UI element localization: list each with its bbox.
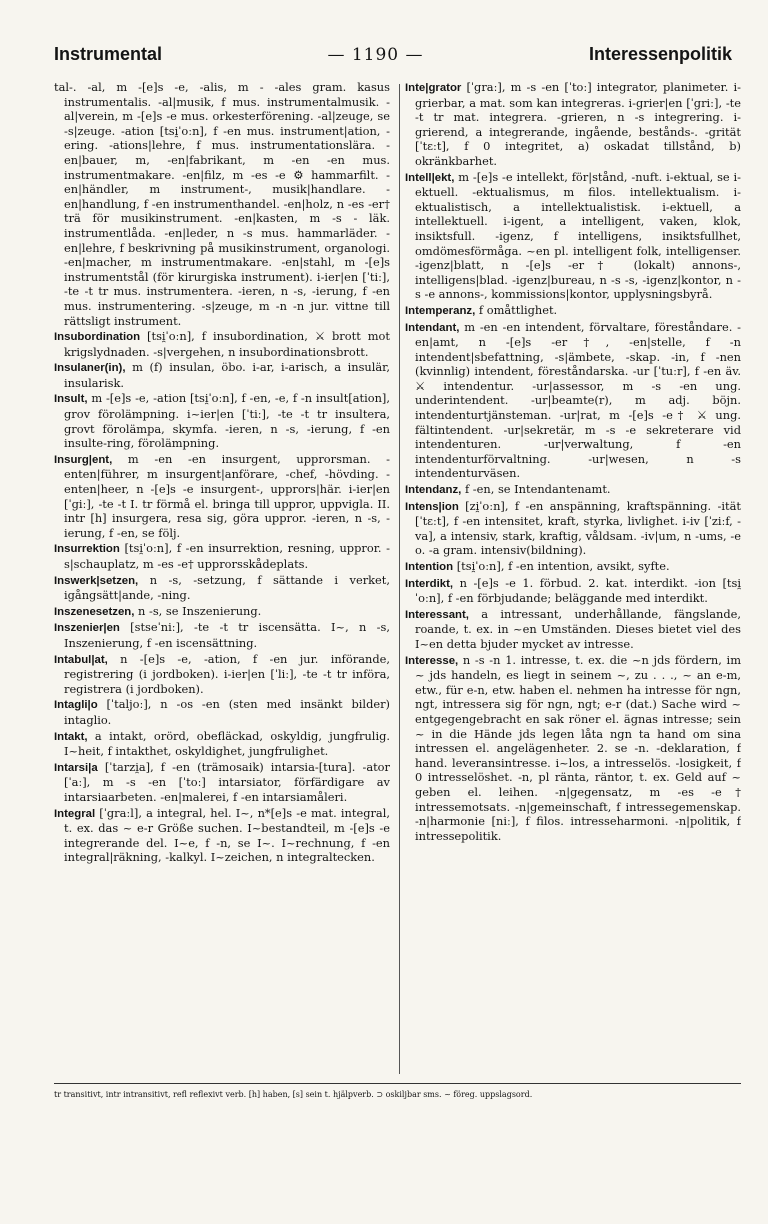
entry-definition: [ˈtarzi̯a], f -en (trämosaik) intarsia-[tura]. -ator [ˈaː], m -s -en [ˈtoː] intarsiator, förfärdigare av intarsiaarbeten. -en|malerei, f -en intarsiamåleri. bbox=[64, 759, 390, 804]
dictionary-entry bbox=[54, 760, 390, 805]
entry-definition: m -[e]s -e, -ation [tsi̯ˈoːn], f -en, -e, f -n insult[ation], grov förolämpning. i~ier|en [ˈtiː], -te -t tr insultera, grovt förolämpa, skymfa. -ieren, n -s, -ierung, f -en insulte-ring, förolämpning. bbox=[64, 391, 390, 451]
entry-headword: Intakt, bbox=[54, 730, 88, 743]
entry-definition: n -s, se Inszenierung. bbox=[134, 603, 262, 618]
dictionary-entry bbox=[54, 360, 390, 390]
dictionary-entry bbox=[54, 729, 390, 759]
page-number: — 1190 — bbox=[327, 45, 424, 65]
header-right-word: Interessenpolitik bbox=[588, 44, 732, 64]
header-left-word: Instrumental bbox=[54, 44, 163, 64]
entry-headword: Intabul|at, bbox=[54, 653, 108, 666]
entry-headword: Inszenier|en bbox=[54, 622, 120, 635]
entry-definition: [ˈtaljoː], n -os -en (sten med insänkt bilder) intaglio. bbox=[64, 697, 390, 727]
dictionary-entry bbox=[405, 499, 741, 558]
dictionary-entry bbox=[54, 652, 390, 697]
entry-definition: f omåttlighet. bbox=[475, 302, 558, 317]
entry-headword: Intendanz, bbox=[405, 484, 462, 497]
entry-headword: Intendant, bbox=[405, 321, 460, 334]
dictionary-entry bbox=[405, 559, 741, 575]
entry-headword: Intagli|o bbox=[54, 699, 98, 712]
entry-headword: Insurrektion bbox=[54, 543, 120, 556]
dictionary-entry bbox=[405, 80, 741, 169]
entry-headword: Insult, bbox=[54, 393, 88, 406]
columns bbox=[54, 80, 741, 1080]
entry-headword: Inswerk|setzen, bbox=[54, 574, 139, 587]
entry-definition: n -s -n 1. intresse, t. ex. die ~n jds fördern, im ~ jds handeln, es liegt in seinem ~, zu . . ., ~ an e-m, etw., für e-n, etw. haben el. nehmen ha intresse för ngn, ngt, intressera sig för ngn, ngt; e-r (dat.) Sache wird ~ entgegengebracht en sak röner el. ägnas intresse; sein ~ in die Hände jds legen låta ngn ta hand om sina intressen el. angelägenheter. 2. se -n. -deklaration, f hand. leveransintresse. i~los, a intresselös. -losigkeit, f 0 intresselöshet. -n, pl ränta, räntor, t. ex. Geld auf ~ geben el. leihen. -n|gegensatz, m -es -e† intressemotsats. -n|gemeinschaft, f intressegemenskap. -n|harmonie [niː], f filos. intresseharmoni. -n|politik, f intressepolitik. bbox=[415, 652, 741, 843]
entry-definition: [zi̯ˈoːn], f -en anspänning, kraftspänning. -ität [ˈtɛːt], f -en intensitet, kraft, styrka, livlighet. i-iv [ˈziːf, -va], a intensiv, stark, kraftig, våldsam. -iv|um, n -ums, -e o. -a gram. intensiv(bildning). bbox=[415, 498, 741, 558]
entry-headword: Insurg|ent, bbox=[54, 453, 113, 466]
abbreviation-footer: tr transitivt, intr intransitivt, refl reflexivt verb. [h] haben, [s] sein t. hjälpverb. ⊃ oskiljbar sms. ~ föreg. uppslagsord. bbox=[54, 1090, 533, 1099]
entry-definition: f -en, se Intendantenamt. bbox=[461, 482, 611, 497]
left-column bbox=[54, 80, 390, 1080]
entry-definition: n -[e]s -e, -ation, f -en jur. införande, registrering (i jordboken). i-ier|en [ˈliː], -te -t tr införa, registrera (i jordboken). bbox=[64, 651, 390, 696]
entry-headword: Interdikt, bbox=[405, 577, 454, 590]
entry-definition: [tsi̯ˈoːn], f -en intention, avsikt, syfte. bbox=[453, 559, 670, 573]
dictionary-entry bbox=[54, 80, 390, 328]
dictionary-entry bbox=[405, 482, 741, 498]
entry-definition: m -[e]s -e intellekt, för|stånd, -nuft. i-ektual, se i-ektuell. -ektualismus, m filos. intellektualism. i-ektualistisch, a intellektualistisk. i-ektuell, a intellektuell. i-igent, a intelligent, vaken, klok, insiktsfull. -igenz, f intelligens, insiktsfullhet, omdömesförmåga. ~en pl. intelligent folk, intelligenser. -igenz|blatt, n -[e]s -er† (lokalt) annons-, intelligens|blad. -igenz|bureau, n -s -s, -igenz|kontor, n -s -e annons-, kommissions|kontor, upplysningsbyrå. bbox=[415, 169, 741, 302]
entry-definition: m -en -en intendent, förvaltare, föreståndare. -en|amt, n -[e]s -er†, -en|stelle, f -n intendent|sbefattning, -s|ämbete, -skap. -in, f -nen (kvinnlig) intendent, föreståndarska. -ur [ˈtuːr], f -en äv. ⚔ intendentur. -ur|assessor, m -s -en ung. underintendent. -ur|beamte(r), m adj. böjn. intendenturtjänsteman. -ur|rat, m -[e]s -e† ⚔ ung. fältintendent. -ur|sekretär, m -s -e sekreterare vid intendenturen. -ur|verwaltung, f -en intendenturförvaltning. -ur|wesen, n -s intendenturväsen. bbox=[415, 319, 741, 481]
entry-definition: a intakt, orörd, obefläckad, oskyldig, jungfrulig. I~heit, f intakthet, oskyldighet, jungfrulighet. bbox=[64, 728, 390, 759]
entry-headword: Intention bbox=[405, 561, 454, 573]
entry-headword: Intemperanz, bbox=[405, 304, 476, 317]
right-column bbox=[405, 80, 741, 1080]
page-header bbox=[54, 44, 732, 74]
dictionary-entry bbox=[54, 329, 390, 359]
dictionary-entry bbox=[54, 541, 390, 571]
entry-definition: tal-. -al, m -[e]s -e, -alis, m - -ales gram. kasus instrumentalis. -al|musik, f mus. instrumentalmusik. -al|verein, m -[e]s -e mus. orkesterförening. -al|zeuge, se -s|zeuge. -ation [tsi̯ˈoːn], f -en mus. instrument|ation, -ering. -ations|lehre, f mus. instrumentationslära. -en|bauer, m, -en|fabrikant, m -en -en mus. instrumentmakare. -en|filz, m -es -e ⚙ hammarfilt. -en|händler, m instrument-, musik|handlare. -en|handlung, f -en instrumenthandel. -en|holz, n -es -er† trä för musikinstrument. -en|kasten, m -s - läk. instrumentlåda. -en|leder, n -s mus. hammarläder. -en|lehre, f beskrivning på musikinstrument, organologi. -en|macher, m instrumentmakare. -en|stahl, m -[e]s instrumentstål (för kirurgiska instrument). i-ier|en [ˈtiː], -te -t tr mus. instrumentera. -ieren, n -s, -ierung, f -en mus. instrumentering. -s|zeuge, m -n -n jur. vittne till rättsligt instrument. bbox=[54, 80, 390, 328]
dictionary-entry bbox=[54, 620, 390, 650]
entry-headword: Inszenesetzen, bbox=[54, 605, 135, 618]
entry-definition: a intressant, underhållande, fängslande, roande, t. ex. in ~en Umständen. Dieses bietet viel des I~en detta bjuder mycket av intresse. bbox=[415, 606, 741, 651]
entry-headword: Intell|ekt, bbox=[405, 171, 455, 184]
dictionary-entry bbox=[405, 320, 741, 482]
dictionary-entry bbox=[405, 607, 741, 652]
entry-headword: Insubordination bbox=[54, 331, 141, 344]
entry-headword: Interessant, bbox=[405, 608, 469, 621]
dictionary-entry bbox=[405, 303, 741, 319]
dictionary-entry bbox=[54, 391, 390, 450]
entry-definition: [tsi̯ˈoːn], f -en insurrektion, resning, uppror. -s|schauplatz, m -es -e† upprorsskådeplats. bbox=[64, 541, 390, 571]
entry-headword: Intarsi|a bbox=[54, 761, 98, 774]
entry-definition: n -[e]s -e 1. förbud. 2. kat. interdikt. -ion [tsi̯ˈoːn], f -en förbjudande; beläggande med interdikt. bbox=[415, 575, 741, 606]
dictionary-entry bbox=[54, 806, 390, 865]
entry-headword: Inte|grator bbox=[405, 82, 462, 94]
entry-definition: [ˈgraː], m -s -en [ˈtoː] integrator, planimeter. i-grierbar, a mat. som kan integreras. i-grier|en [ˈgriː], -te -t tr mat. integrera. -grieren, n -s integrering. i-grierend, a integrerande, ingående, bestånds-. -grität [ˈtɛːt], f 0 integritet, a) oskadat tillstånd, b) okränkbarhet. bbox=[415, 80, 741, 168]
dictionary-entry bbox=[405, 653, 741, 844]
entry-headword: Insulaner(in), bbox=[54, 362, 126, 375]
dictionary-entry bbox=[54, 697, 390, 727]
dictionary-entry bbox=[54, 604, 390, 620]
entry-definition: n -s, -setzung, f sättande i verket, igångsätt|ande, -ning. bbox=[64, 572, 390, 603]
entry-definition: [stseˈniː], -te -t tr iscensätta. I~, n -s, Inszenierung, f -en iscensättning. bbox=[64, 620, 390, 650]
entry-definition: [ˈgraːl], a integral, hel. I~, n*[e]s -e mat. integral, t. ex. das ~ e-r Größe suchen. I~bestandteil, m -[e]s -e integrerande del. I~e, f -n, se I~. I~rechnung, f -en integral|räkning, -kalkyl. I~zeichen, n integraltecken. bbox=[64, 805, 390, 865]
footer-rule bbox=[54, 1083, 741, 1084]
dictionary-entry bbox=[405, 576, 741, 606]
entry-definition: m -en -en insurgent, upprorsman. -enten|führer, m insurgent|anförare, -chef, -hövding. -enten|heer, n -[e]s -e insurgent-, upprors|här. i-ier|en [ˈgiː], -te -t I. tr förmå el. bringa till uppror, uppvigla. II. intr [h] insurgera, resa sig, göra uppror. -ieren, n -s, -ierung, f -en, se följ. bbox=[64, 451, 390, 540]
entry-headword: Interesse, bbox=[405, 654, 459, 667]
dictionary-entry bbox=[54, 573, 390, 603]
entry-headword: Intens|ion bbox=[405, 500, 459, 513]
entry-definition: [tsi̯ˈoːn], f insubordination, ⚔ brott mot krigslydnaden. -s|vergehen, n insubordinationsbrott. bbox=[64, 329, 390, 359]
entry-headword: Integral bbox=[54, 807, 96, 820]
entry-definition: m (f) insulan, öbo. i-ar, i-arisch, a insulär, insularisk. bbox=[64, 360, 390, 390]
dictionary-entry bbox=[54, 452, 390, 541]
dictionary-entry bbox=[405, 170, 741, 302]
